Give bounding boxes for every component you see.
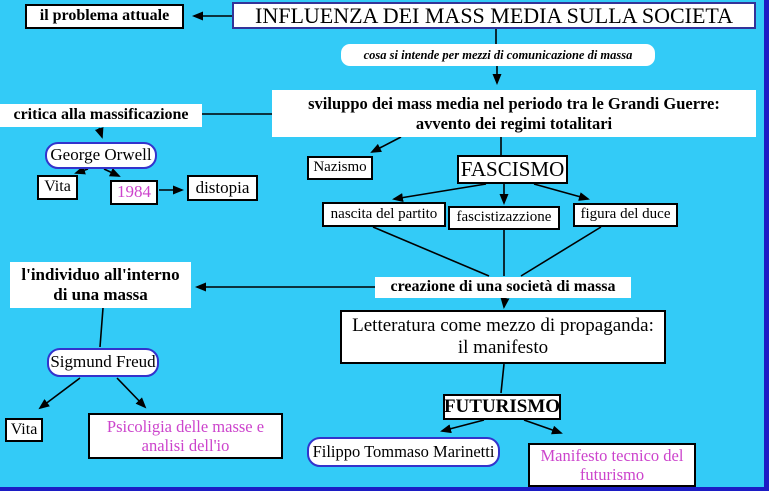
node-letteratura-line1: Letteratura come mezzo di propaganda: bbox=[352, 314, 654, 336]
node-george-orwell-label: George Orwell bbox=[50, 145, 152, 165]
node-creazione-label: creazione di una società di massa bbox=[390, 278, 616, 296]
node-letteratura-line2: il manifesto bbox=[457, 337, 549, 358]
node-manifesto-tecnico[interactable] bbox=[528, 443, 696, 487]
node-sviluppo-line1: sviluppo dei mass media nel periodo tra le Grandi Guerre: bbox=[308, 94, 720, 114]
connector-freud-psicologia bbox=[117, 378, 145, 407]
node-freud-vita-label: Vita bbox=[10, 420, 38, 438]
node-nascita-partito[interactable] bbox=[322, 202, 446, 227]
connector-freud-vita bbox=[40, 378, 80, 408]
node-sigmund-freud[interactable] bbox=[47, 348, 159, 377]
node-sviluppo-line2: avvento dei regimi totalitari bbox=[415, 113, 613, 133]
window-edge-right bbox=[764, 0, 769, 491]
node-fascismo-label: FASCISMO bbox=[460, 157, 565, 182]
node-figura-duce-label: figura del duce bbox=[580, 206, 671, 223]
node-critica-massificazione[interactable] bbox=[0, 104, 202, 127]
node-title-label: INFLUENZA DEI MASS MEDIA SULLA SOCIETA bbox=[255, 2, 733, 28]
node-fascistizazzione[interactable] bbox=[448, 206, 560, 230]
connector-letteratura-futurismo bbox=[501, 364, 504, 393]
connector-futurismo-marinetti bbox=[442, 420, 484, 431]
node-futurismo[interactable] bbox=[443, 394, 561, 420]
connector-fascismo-nascita bbox=[394, 184, 486, 199]
node-futurismo-label: FUTURISMO bbox=[443, 395, 561, 417]
node-nascita-partito-label: nascita del partito bbox=[330, 205, 438, 222]
connector-futurismo-manifesto bbox=[524, 420, 561, 433]
node-cosa-si-intende-label: cosa si intende per mezzi di comunicazione di massa bbox=[363, 47, 633, 62]
node-creazione-societa[interactable] bbox=[375, 277, 631, 298]
node-fascistizazzione-label: fascistizazzione bbox=[456, 209, 552, 226]
node-title[interactable] bbox=[232, 2, 756, 29]
node-freud-vita[interactable] bbox=[5, 418, 43, 442]
node-problema-attuale-label: il problema attuale bbox=[39, 7, 170, 25]
connector-fascismo-figura bbox=[534, 184, 588, 199]
connector-orwell-vita bbox=[76, 169, 88, 173]
connector-nascita-creazione bbox=[373, 227, 489, 276]
node-manifesto-line1: Manifesto tecnico del bbox=[540, 445, 684, 465]
node-1984[interactable] bbox=[110, 180, 158, 205]
node-george-orwell[interactable] bbox=[45, 142, 157, 169]
node-individuo-line1: l'individuo all'interno bbox=[21, 264, 180, 284]
node-manifesto-line2: futurismo bbox=[579, 465, 645, 484]
node-marinetti-label: Filippo Tommaso Marinetti bbox=[312, 442, 495, 462]
node-sviluppo-mass-media[interactable] bbox=[272, 90, 756, 137]
node-fascismo[interactable] bbox=[457, 155, 568, 184]
node-letteratura-propaganda[interactable] bbox=[340, 310, 666, 364]
node-orwell-vita-label: Vita bbox=[44, 178, 71, 196]
node-individuo-massa[interactable] bbox=[10, 262, 191, 308]
connector-figura-creazione bbox=[521, 227, 601, 276]
node-distopia[interactable] bbox=[187, 175, 258, 201]
node-1984-label: 1984 bbox=[117, 182, 151, 202]
node-marinetti[interactable] bbox=[307, 437, 500, 467]
connector-individuo-freud bbox=[100, 308, 103, 347]
node-individuo-line2: di una massa bbox=[53, 285, 148, 304]
node-psicologia-masse[interactable] bbox=[88, 413, 283, 459]
node-orwell-vita[interactable] bbox=[37, 175, 78, 200]
node-psicologia-line1: Psicoligia delle masse e bbox=[106, 416, 265, 436]
node-nazismo[interactable] bbox=[307, 156, 373, 180]
node-critica-label: critica alla massificazione bbox=[13, 106, 189, 124]
node-figura-duce[interactable] bbox=[573, 203, 678, 227]
connector-sviluppo-nazismo bbox=[372, 137, 401, 152]
connector-creazione-letteratura bbox=[504, 298, 505, 307]
connector-critica-orwell bbox=[99, 128, 102, 137]
node-distopia-label: distopia bbox=[195, 177, 250, 197]
connector-orwell-1984 bbox=[104, 169, 119, 176]
window-edge-bottom bbox=[0, 487, 769, 491]
node-nazismo-label: Nazismo bbox=[313, 159, 367, 176]
node-problema-attuale[interactable] bbox=[25, 4, 184, 29]
node-cosa-si-intende[interactable] bbox=[341, 44, 655, 66]
node-sigmund-freud-label: Sigmund Freud bbox=[50, 352, 156, 372]
node-psicologia-line2: analisi dell'io bbox=[141, 436, 230, 455]
